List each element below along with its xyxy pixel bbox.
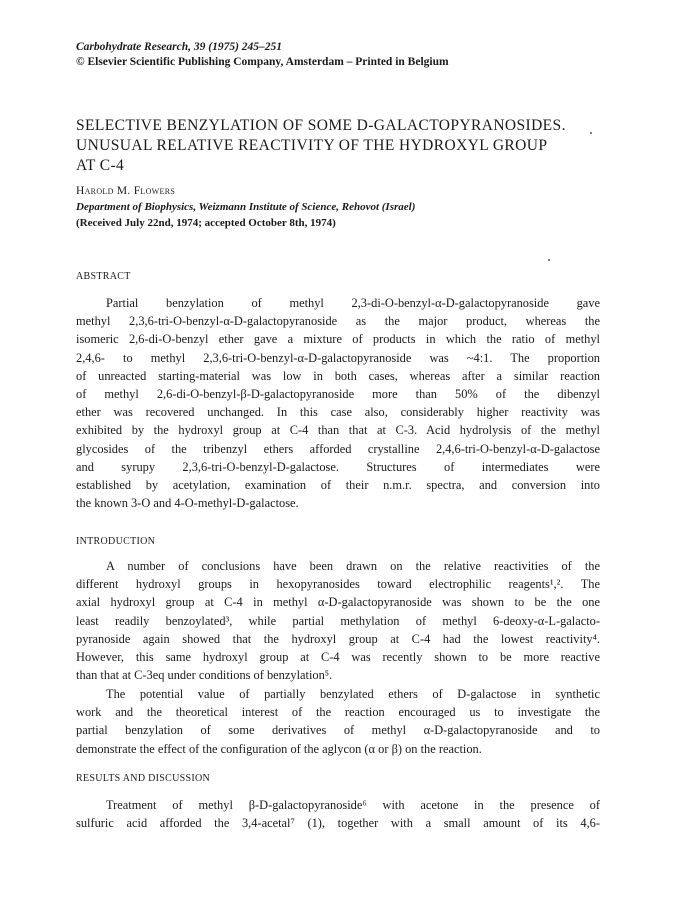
text-line: exhibited by the hydroxyl group at C-4 than that at C-3. Acid hydrolysis of the methyl	[76, 423, 600, 438]
received-dates: (Received July 22nd, 1974; accepted October 8th, 1974)	[76, 217, 336, 229]
introduction-paragraph-1	[76, 557, 600, 684]
author-affiliation: Department of Biophysics, Weizmann Institute of Science, Rehovot (Israel)	[76, 201, 416, 213]
text-line: work and the theoretical interest of the reaction encouraged us to investigate the	[76, 705, 600, 720]
text-line: The potential value of partially benzylated ethers of D-galactose in synthetic	[106, 687, 600, 701]
text-line: demonstrate the effect of the configuration of the aglycon (α or β) on the reaction.	[76, 741, 482, 756]
text-line: partial benzylation of some derivatives of methyl α-D-galactopyranoside and to	[76, 723, 600, 738]
publisher-line: © Elsevier Scientific Publishing Company, Amsterdam – Printed in Belgium	[76, 56, 449, 68]
text-line: Partial benzylation of methyl 2,3-di-O-benzyl-α-D-galactopyranoside gave	[106, 296, 600, 310]
text-line: Treatment of methyl β-D-galactopyranoside⁶ with acetone in the presence of	[106, 798, 600, 812]
text-line: pyranoside again showed that the hydroxyl group at C-4 had the lowest reactivity⁴.	[76, 631, 600, 646]
article-title	[76, 116, 616, 176]
text-line: However, this same hydroxyl group at C-4 was recently shown to be more reactive	[76, 650, 600, 665]
abstract-heading: ABSTRACT	[76, 271, 131, 282]
results-heading: RESULTS AND DISCUSSION	[76, 773, 211, 784]
text-line: sulfuric acid afforded the 3,4-acetal⁷ (1), together with a small amount of its 4,6-	[76, 816, 600, 831]
text-line: than that at C-3eq under conditions of benzylation⁵.	[76, 668, 333, 683]
journal-citation: Carbohydrate Research, 39 (1975) 245–251	[76, 41, 283, 53]
text-line: different hydroxyl groups in hexopyranosides toward electrophilic reagents¹,². The	[76, 577, 600, 592]
title-line: AT C-4	[76, 157, 125, 174]
results-paragraph	[76, 796, 600, 832]
text-line: established by acetylation, examination of their n.m.r. spectra, and conversion into	[76, 478, 600, 493]
text-line: and syrupy 2,3,6-tri-O-benzyl-D-galactose. Structures of intermediates were	[76, 459, 600, 474]
journal-header	[76, 40, 449, 70]
scan-speck	[548, 259, 550, 261]
author-name: Harold M. Flowers	[76, 185, 176, 197]
text-line: of methyl 2,6-di-O-benzyl-β-D-galactopyranoside more than 50% of the dibenzyl	[76, 387, 600, 402]
title-line: UNUSUAL RELATIVE REACTIVITY OF THE HYDROXYL GROUP	[76, 137, 548, 154]
text-line: methyl 2,3,6-tri-O-benzyl-α-D-galactopyranoside as the major product, whereas the	[76, 314, 600, 329]
text-line: of unreacted starting-material was low in both cases, whereas after a similar reaction	[76, 368, 600, 383]
introduction-heading: INTRODUCTION	[76, 536, 156, 547]
text-line: glycosides of the tribenzyl ethers afforded crystalline 2,4,6-tri-O-benzyl-α-D-galactose	[76, 441, 600, 456]
text-line: 2,4,6- to methyl 2,3,6-tri-O-benzyl-α-D-galactopyranoside was ~4:1. The proportion	[76, 350, 600, 365]
text-line: the known 3-O and 4-O-methyl-D-galactose.	[76, 496, 299, 511]
text-line: least readily benzoylated³, while partial methylation of methyl 6-deoxy-α-L-galacto-	[76, 613, 600, 628]
text-line: A number of conclusions have been drawn on the relative reactivities of the	[106, 559, 600, 573]
abstract-text	[76, 294, 600, 512]
introduction-paragraph-2	[76, 685, 600, 758]
title-line: SELECTIVE BENZYLATION OF SOME D-GALACTOPYRANOSIDES.	[76, 117, 566, 134]
text-line: axial hydroxyl group at C-4 in methyl α-D-galactopyranoside was shown to be the one	[76, 595, 600, 610]
text-line: ether was recovered unchanged. In this case also, considerably higher reactivity was	[76, 405, 600, 420]
scan-speck	[590, 132, 592, 134]
text-line: isomeric 2,6-di-O-benzyl ether gave a mixture of products in which the ratio of methyl	[76, 332, 600, 347]
